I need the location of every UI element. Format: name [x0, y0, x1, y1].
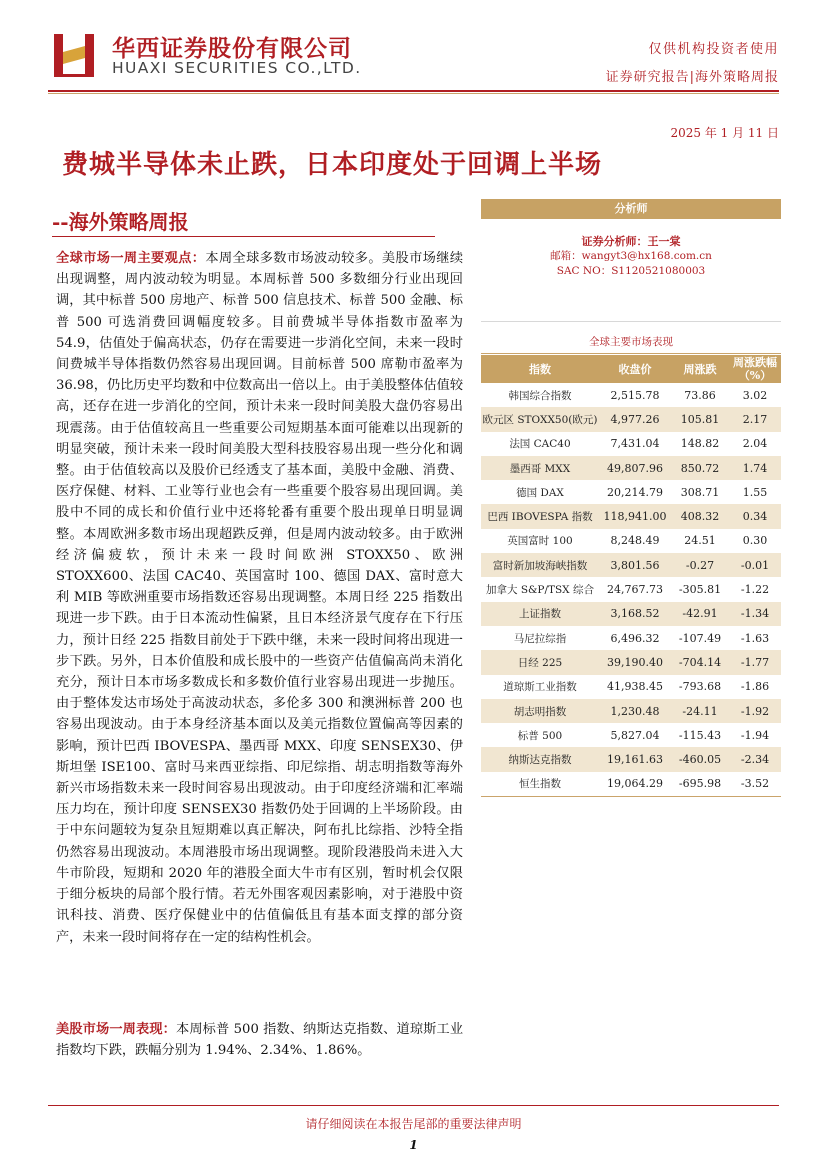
cell-index: 德国 DAX [516, 486, 564, 499]
analyst-sac-number: SAC NO：S1120521080003 [556, 265, 706, 277]
cell-index: 标普 500 [517, 729, 563, 742]
cell-change: -460.05 [671, 747, 729, 771]
table-row [481, 407, 781, 431]
cell-change: -107.49 [678, 631, 722, 645]
cell-close: 6,496.32 [610, 631, 660, 645]
cell-change: 73.86 [684, 388, 716, 402]
analyst-name: 证券分析师：王一棠 [581, 235, 681, 248]
cell-close: 19,161.63 [599, 747, 671, 771]
table-row [481, 456, 781, 480]
cell-change: -24.11 [671, 699, 729, 723]
cell-index: 道琼斯工业指数 [503, 681, 577, 694]
cell-change: -695.98 [671, 772, 729, 796]
cell-pct: -1.86 [740, 680, 770, 694]
table-row [481, 699, 781, 723]
cell-index: 墨西哥 MXX [481, 456, 599, 480]
header-change: 周涨跌 [671, 355, 729, 383]
table-row [481, 723, 781, 747]
us-market-paragraph [56, 1019, 463, 1061]
cell-change: -42.91 [671, 602, 729, 626]
cell-index: 英国富时 100 [507, 535, 573, 548]
cell-pct: -3.52 [729, 772, 781, 796]
cell-change: -305.81 [678, 583, 722, 597]
cell-change: -793.68 [678, 680, 722, 694]
huaxi-logo-icon [52, 30, 96, 80]
cell-close: 24,767.73 [607, 583, 663, 597]
table-row [481, 504, 781, 528]
cell-change: -704.14 [671, 650, 729, 674]
cell-pct: 1.74 [729, 456, 781, 480]
cell-index: 巴西 IBOVESPA 指数 [481, 504, 599, 528]
cell-index: 胡志明指数 [481, 699, 599, 723]
cell-change: 850.72 [671, 456, 729, 480]
table-row [481, 626, 781, 650]
legal-notice: 请仔细阅读在本报告尾部的重要法律声明 [305, 1117, 522, 1131]
cell-index: 欧元区 STOXX50(欧元) [481, 407, 599, 431]
table-row [481, 772, 781, 796]
analyst-email[interactable]: 邮箱：wangyt3@hx168.com.cn [550, 250, 712, 262]
company-name-cn: 华西证券股份有限公司 [112, 36, 352, 62]
table-row [481, 602, 781, 626]
header-divider-gold [48, 93, 779, 94]
cell-pct: 0.30 [742, 534, 768, 548]
cell-index: 上证指数 [481, 602, 599, 626]
cell-close: 5,827.04 [610, 728, 660, 742]
subtitle-underline [52, 236, 435, 237]
header-index: 指数 [481, 355, 599, 383]
cell-pct: 0.34 [729, 504, 781, 528]
cell-change: -115.43 [678, 728, 722, 742]
cell-index: 法国 CAC40 [509, 438, 571, 451]
table-row [481, 747, 781, 771]
cell-change: 24.51 [684, 534, 716, 548]
main-paragraph [56, 248, 463, 948]
page-title: 费城半导体未止跌，日本印度处于回调上半场 [62, 150, 603, 180]
section-lead-us: 美股市场一周表现： [56, 1022, 176, 1037]
analyst-heading: 分析师 [481, 199, 781, 219]
footer-divider [48, 1105, 779, 1106]
cell-pct: 1.55 [742, 485, 768, 499]
cell-close: 118,941.00 [599, 504, 671, 528]
cell-pct: 2.17 [729, 407, 781, 431]
table-row [481, 650, 781, 674]
audience-note: 仅供机构投资者使用 [648, 42, 779, 57]
table-top-border [481, 353, 781, 354]
cell-close: 41,938.45 [607, 680, 663, 694]
table-row [481, 383, 781, 407]
cell-close: 3,801.56 [599, 553, 671, 577]
table-row [481, 529, 781, 553]
cell-index: 加拿大 S&P/TSX 综合 [486, 584, 594, 597]
cell-pct: -0.01 [729, 553, 781, 577]
cell-close: 3,168.52 [599, 602, 671, 626]
cell-pct: -2.34 [729, 747, 781, 771]
company-name-en: HUAXI SECURITIES CO.,LTD. [112, 59, 362, 77]
cell-pct: -1.63 [740, 631, 770, 645]
cell-change: -0.27 [671, 553, 729, 577]
analyst-divider [481, 321, 781, 322]
cell-pct: -1.77 [729, 650, 781, 674]
header-pct: 周涨跌幅（%） [729, 355, 781, 383]
section-lead-global: 全球市场一周主要观点： [56, 251, 206, 266]
cell-change: 308.71 [680, 485, 720, 499]
cell-close: 4,977.26 [599, 407, 671, 431]
report-type: 证券研究报告|海外策略周报 [605, 70, 779, 85]
cell-index: 纳斯达克指数 [481, 747, 599, 771]
table-row [481, 480, 781, 504]
table-row [481, 577, 781, 601]
cell-close: 39,190.40 [599, 650, 671, 674]
table-row [481, 432, 781, 456]
cell-pct: 2.04 [742, 437, 768, 451]
cell-close: 2,515.78 [610, 388, 660, 402]
cell-index: 韩国综合指数 [508, 389, 572, 402]
cell-pct: -1.94 [740, 728, 770, 742]
cell-change: 148.82 [680, 437, 720, 451]
header-close: 收盘价 [599, 355, 671, 383]
cell-close: 49,807.96 [599, 456, 671, 480]
cell-change: 408.32 [671, 504, 729, 528]
cell-pct: -1.22 [740, 583, 770, 597]
market-performance-table [481, 355, 781, 797]
cell-index: 日经 225 [481, 650, 599, 674]
paragraph-global-text: 本周全球多数市场波动较多。美股市场继续出现调整，周内波动较为明显。本周标普 500 多数细分行业出现回调，其中标普 500 房地产、标普 500 信息技术、标普 500 金融、标普 500 可选消费回调幅度较多。目前费城半导体指数市盈率为 54.9，估值处于偏高状态，仍存在需要进一步消化空间，未来一段时间费城半导体指数仍然容易出现回调。目前标普 500 席勒市盈率为 36.98，仍比历史平均数和中位数高出一倍以上。由于美股整体估值较高，还存在进一步消化的空间，预计未来一段时间美股大盘仍容易出现震荡。由于估值较高且一些重要公司短期基本面可能难以出现新的明显突破，预计未来一段时间美股大型科技股容易出现一些分化和调整。由于估值较高以及股价已经透支了基本面，美股中金融、消费、医疗保健、材料、工业等行业也会有一些重要个股容易出现回调。美股中不同的成长和价值行业中还将轮番有重要个股出现单日明显调整。本周欧洲多数市场出现超跌反弹，但是周内波动较多。由于欧洲经济偏疲软，预计未来一段时间欧洲 STOXX50、欧洲 STOXX600、法国 CAC40、英国富时 100、德国 DAX、富时意大利 MIB 等欧洲重要市场指数还容易出现调整。本周日经 225 指数出现进一步下跌。由于日本流动性偏紧，且日本经济景气度存在下行压力，预计日经 225 指数目前处于下跌中继，未来一段时间将出现进一步下跌。另外，日本价值股和成长股中的一些资产估值偏高尚未消化充分，预计日本市场多数成长和多数价值行业容易出现进一步抛压。由于整体发达市场处于高波动状态，多伦多 300 和澳洲标普 200 也容易出现波动。由于本身经济基本面以及美元指数位置偏高等因素的影响，预计巴西 IBOVESPA、墨西哥 MXX、印度 SENSEX30、伊斯坦堡 ISE100、富时马来西亚综指、印尼综指、胡志明指数等海外新兴市场指数未来一段时间容易出现波动。由于印度经济端和汇率端压力均在，预计印度 SENSEX30 指数仍处于回调的上半场阶段。由于中东问题较为复杂且短期难以真正解决，阿布扎比综指、沙特全指仍然容易出现波动。本周港股市场出现调整。现阶段港股尚未进入大牛市阶段，短期和 2020 年的港股全面大牛市有区别，暂时机会仅限于细分板块的局部个股行情。若无外围客观因素影响，对于港股中资讯科技、消费、医疗保健业中的估值偏低且有基本面支撑的部分资产，未来一段时间将存在一定的结构性机会。 [56, 251, 464, 945]
table-row [481, 553, 781, 577]
cell-index: 富时新加坡海峡指数 [481, 553, 599, 577]
paragraph-us-text: 本周标普 500 指数、纳斯达克指数、道琼斯工业指数均下跌，跌幅分别为 1.94%、2.34%、1.86%。 [56, 1022, 464, 1059]
cell-pct: -1.34 [729, 602, 781, 626]
cell-pct: 3.02 [742, 388, 768, 402]
header-divider [48, 90, 779, 92]
table-header-row [481, 355, 781, 383]
page-number: 1 [409, 1138, 418, 1152]
cell-close: 8,248.49 [610, 534, 660, 548]
table-caption: 全球主要市场表现 [589, 336, 673, 348]
table-row [481, 675, 781, 699]
report-date: 2025 年 1 月 11 日 [670, 126, 779, 140]
cell-index: 马尼拉综指 [513, 632, 567, 645]
cell-close: 19,064.29 [599, 772, 671, 796]
cell-index: 恒生指数 [481, 772, 599, 796]
page-subtitle: --海外策略周报 [52, 210, 189, 234]
cell-close: 7,431.04 [610, 437, 660, 451]
cell-close: 20,214.79 [607, 485, 663, 499]
cell-change: 105.81 [671, 407, 729, 431]
cell-pct: -1.92 [729, 699, 781, 723]
cell-close: 1,230.48 [599, 699, 671, 723]
